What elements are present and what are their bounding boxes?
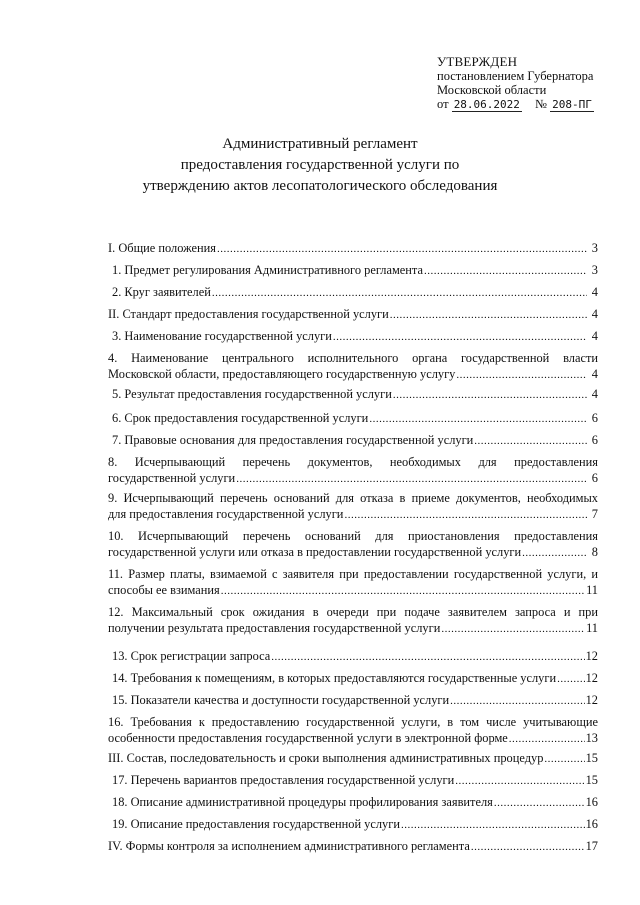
toc-page-number: 4: [591, 387, 598, 401]
toc-dot-leader: [393, 387, 587, 403]
toc-entry-text: 3. Наименование государственной услуги: [112, 329, 332, 343]
toc-dot-leader: [494, 795, 585, 811]
toc-entry-row: [108, 692, 598, 709]
toc-entry-first-line: 16. Требования к предоставлению государственной услуги, в том числе учитывающие: [108, 715, 598, 729]
document-title: [0, 134, 640, 197]
toc-entry-text: 19. Описание предоставления государственной услуги: [112, 817, 400, 831]
title-line-3: утверждению актов лесопатологического обследования: [142, 178, 498, 194]
toc-page-number: 15: [585, 751, 598, 765]
toc-entry-row: [108, 470, 598, 487]
toc-page-number: 6: [591, 411, 598, 425]
toc-dot-leader: [333, 329, 587, 345]
toc-entry-row: [108, 366, 598, 383]
toc-entry: [108, 794, 598, 811]
toc-entry: [108, 604, 598, 637]
toc-entry-row: [108, 262, 598, 279]
toc-entry-row: [108, 816, 598, 833]
approval-date-line: [437, 97, 637, 112]
toc-entry: [108, 838, 598, 855]
toc-entry-text: 17. Перечень вариантов предоставления государственной услуги: [112, 773, 455, 787]
toc-entry: [108, 490, 598, 523]
toc-entry-text: 2. Круг заявителей: [112, 285, 211, 299]
toc-dot-leader: [369, 411, 587, 427]
toc-entry: [108, 454, 598, 487]
toc-entry-text: 6. Срок предоставления государственной услуги: [112, 411, 369, 425]
toc-entry: [108, 328, 598, 345]
toc-entry: [108, 386, 598, 403]
toc-entry-first-line: 8. Исчерпывающий перечень документов, необходимых для предоставления: [108, 455, 598, 469]
toc-dot-leader: [456, 367, 587, 383]
toc-entry: [108, 306, 598, 323]
toc-entry-first-line: 11. Размер платы, взимаемой с заявителя при предоставлении государственной услуги, и: [108, 567, 598, 581]
toc-entry: [108, 750, 598, 767]
toc-dot-leader: [217, 241, 587, 257]
toc-page-number: 12: [585, 671, 598, 685]
toc-entry-text: 7. Правовые основания для предоставления государственной услуги: [112, 433, 474, 447]
approval-date-prefix: от: [437, 97, 449, 111]
toc-page-number: 7: [591, 507, 598, 521]
toc-entry-text: государственной услуги: [108, 471, 236, 485]
toc-entry: [108, 772, 598, 789]
toc-page-number: 4: [591, 307, 598, 321]
toc-dot-leader: [455, 773, 584, 789]
toc-entry: [108, 410, 598, 427]
toc-dot-leader: [441, 621, 585, 637]
toc-dot-leader: [544, 751, 584, 767]
toc-entry-first-line: 10. Исчерпывающий перечень оснований для приостановления предоставления: [108, 529, 598, 543]
toc-entry-text: II. Стандарт предоставления государственной услуги: [108, 307, 389, 321]
toc-entry: [108, 432, 598, 449]
toc-page-number: 15: [585, 773, 598, 787]
toc-dot-leader: [401, 817, 585, 833]
toc-page-number: 3: [591, 241, 598, 255]
toc-entry-row: [108, 544, 598, 561]
toc-entry: [108, 816, 598, 833]
toc-entry: [108, 566, 598, 599]
toc-entry-text: получении результата предоставления государственной услуги: [108, 621, 441, 635]
toc-entry: [108, 648, 598, 665]
toc-dot-leader: [424, 263, 587, 279]
toc-entry-text: 14. Требования к помещениям, в которых предоставляются государственные услуги: [112, 671, 557, 685]
toc-entry-row: [108, 794, 598, 811]
toc-dot-leader: [509, 731, 585, 747]
toc-entry-row: [108, 648, 598, 665]
toc-entry: [108, 714, 598, 747]
toc-entry-text: способы ее взимания: [108, 583, 220, 597]
toc-entry-text: 15. Показатели качества и доступности государственной услуги: [112, 693, 450, 707]
approval-heading: УТВЕРЖДЕН: [437, 54, 518, 69]
title-line-1: Административный регламент: [222, 136, 418, 152]
toc-page-number: 6: [591, 433, 598, 447]
toc-entry-row: [108, 750, 598, 767]
toc-entry-row: [108, 838, 598, 855]
toc-entry-text: 5. Результат предоставления государственной услуги: [112, 387, 392, 401]
toc-page-number: 16: [585, 795, 598, 809]
toc-page-number: 17: [585, 839, 598, 853]
toc-entry-text: Московской области, предоставляющего государственную услугу: [108, 367, 456, 381]
toc-page-number: 4: [591, 329, 598, 343]
toc-page-number: 3: [591, 263, 598, 277]
toc-dot-leader: [450, 693, 584, 709]
toc-page-number: 13: [585, 731, 598, 745]
toc-entry-first-line: 9. Исчерпывающий перечень оснований для отказа в приеме документов, необходимых: [108, 491, 598, 505]
toc-entry: [108, 240, 598, 257]
toc-entry-row: [108, 506, 598, 523]
toc-page-number: 6: [591, 471, 598, 485]
toc-entry-text: для предоставления государственной услуги: [108, 507, 344, 521]
toc-dot-leader: [390, 307, 587, 323]
toc-dot-leader: [522, 545, 587, 561]
approval-number: 208-ПГ: [552, 98, 592, 111]
toc-page-number: 4: [591, 285, 598, 299]
toc-page-number: 4: [591, 367, 598, 381]
toc-entry-row: [108, 410, 598, 427]
toc-page-number: 8: [591, 545, 598, 559]
toc-page-number: 12: [585, 649, 598, 663]
approval-line-1: постановлением Губернатора: [437, 69, 594, 83]
toc-page-number: 11: [586, 583, 598, 597]
toc-entry: [108, 670, 598, 687]
title-line-2: предоставления государственной услуги по: [180, 157, 460, 173]
toc-dot-leader: [212, 285, 587, 301]
toc-entry-text: I. Общие положения: [108, 241, 216, 255]
toc-entry-text: 18. Описание административной процедуры профилирования заявителя: [112, 795, 493, 809]
toc-entry-row: [108, 772, 598, 789]
toc-entry-first-line: 4. Наименование центрального исполнительного органа государственной власти: [108, 351, 598, 365]
toc-entry-row: [108, 730, 598, 747]
toc-dot-leader: [271, 649, 584, 665]
toc-dot-leader: [471, 839, 585, 855]
toc-page-number: 12: [585, 693, 598, 707]
toc-page-number: 11: [586, 621, 598, 635]
approval-date: 28.06.2022: [453, 98, 520, 111]
toc-entry-row: [108, 306, 598, 323]
toc-entry-row: [108, 620, 598, 637]
toc-entry-row: [108, 582, 598, 599]
toc-dot-leader: [236, 471, 587, 487]
approval-line-2: Московской области: [437, 83, 547, 97]
toc-entry-row: [108, 240, 598, 257]
toc-entry: [108, 528, 598, 561]
toc-entry-first-line: 12. Максимальный срок ожидания в очереди при подаче заявителем запроса и при: [108, 605, 598, 619]
toc-entry-text: государственной услуги или отказа в предоставлении государственной услуги: [108, 545, 522, 559]
toc-entry-row: [108, 670, 598, 687]
toc-entry-row: [108, 328, 598, 345]
toc-dot-leader: [344, 507, 587, 523]
toc-dot-leader: [557, 671, 585, 687]
toc-entry-row: [108, 432, 598, 449]
toc-entry: [108, 262, 598, 279]
toc-entry: [108, 350, 598, 383]
toc-entry-text: 13. Срок регистрации запроса: [112, 649, 271, 663]
toc-entry-text: III. Состав, последовательность и сроки выполнения административных процедур: [108, 751, 544, 765]
toc-entry-row: [108, 386, 598, 403]
approval-stamp: [437, 55, 637, 112]
toc-dot-leader: [474, 433, 587, 449]
toc-entry: [108, 692, 598, 709]
toc-entry-text: 1. Предмет регулирования Административного регламента: [112, 263, 423, 277]
toc-dot-leader: [221, 583, 585, 599]
toc-entry-text: IV. Формы контроля за исполнением административного регламента: [108, 839, 470, 853]
approval-number-prefix: №: [535, 97, 547, 111]
toc-entry: [108, 284, 598, 301]
toc-entry-row: [108, 284, 598, 301]
toc-entry-text: особенности предоставления государственной услуги в электронной форме: [108, 731, 508, 745]
toc-page-number: 16: [585, 817, 598, 831]
